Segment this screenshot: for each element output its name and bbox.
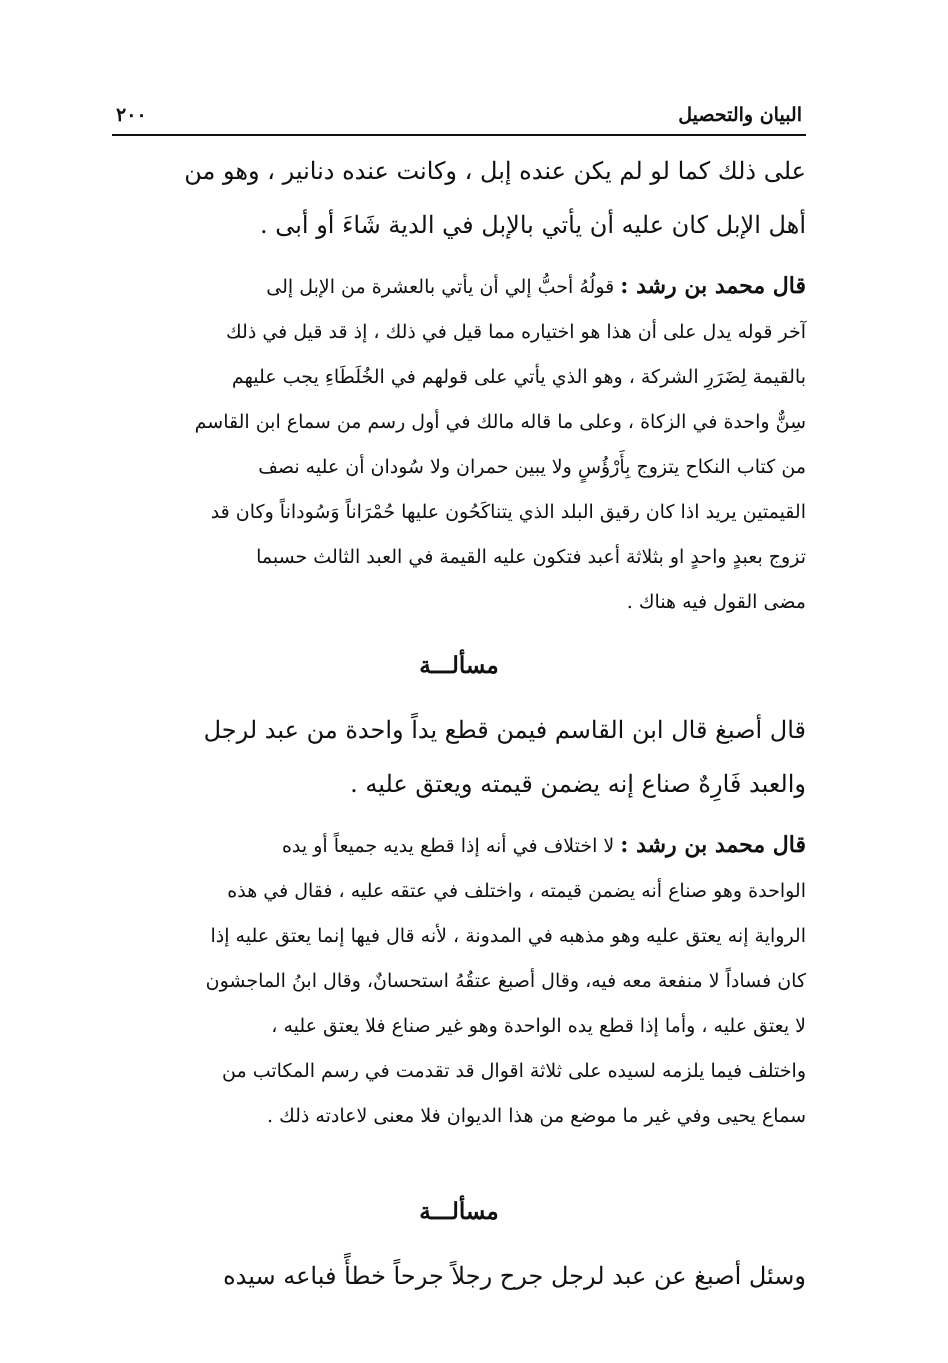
running-header (112, 96, 806, 136)
text-line: الواحدة وهو صناع أنه يضمن قيمته ، واختلف في عتقه عليه ، فقال في هذه (227, 880, 806, 902)
text-line: مضى القول فيه هناك . (626, 591, 806, 613)
body-text (112, 144, 806, 1303)
book-title: البيان والتحصيل (678, 104, 802, 126)
text-line: وسئل أصبغ عن عبد لرجل جرح رجلاً جرحاً خطأً فباعه سيده (223, 1262, 806, 1290)
speaker-label: قال محمد بن رشد : (620, 832, 806, 858)
text-line: القيمتين يريد اذا كان رقيق البلد الذي يتناكَحُون عليها حُمْرَاناً وَسُوداناً وكان قد (210, 501, 806, 523)
speaker-label: قال محمد بن رشد : (620, 273, 806, 299)
text-line: سِنٌّ واحدة في الزكاة ، وعلى ما قاله مالك في أول رسم من سماع ابن القاسم (194, 411, 806, 433)
commentary-first-line (112, 823, 806, 869)
text-run: قولُهُ أحبُّ إلي أن يأتي بالعشرة من الإبل إلى (266, 276, 615, 298)
section-heading: مسألـــة (419, 652, 499, 679)
text-line: أهل الإبل كان عليه أن يأتي بالإبل في الدية شَاءَ أو أبى . (259, 211, 806, 239)
page-number: ٢٠٠ (116, 104, 147, 126)
text-line: من كتاب النكاح يتزوج بِأَرْؤُسٍ ولا يبين حمران ولا سُودان أن عليه نصف (258, 456, 806, 478)
commentary-first-line (112, 264, 806, 310)
text-line: واختلف فيما يلزمه لسيده على ثلاثة اقوال قد تقدمت في رسم المكاتب من (222, 1060, 806, 1082)
text-line: لا يعتق عليه ، وأما إذا قطع يده الواحدة وهو غير صناع فلا يعتق عليه ، (271, 1015, 806, 1037)
text-line: سماع يحيى وفي غير ما موضع من هذا الديوان فلا معنى لاعادته ذلك . (267, 1105, 806, 1127)
section-heading: مسألـــة (419, 1198, 499, 1225)
text-line: والعبد فَارِهٌ صناع إنه يضمن قيمته ويعتق عليه . (350, 770, 806, 798)
text-line: قال أصبغ قال ابن القاسم فيمن قطع يداً واحدة من عبد لرجل (203, 716, 806, 744)
text-line: تزوج بعبدٍ واحدٍ او بثلاثة أعبد فتكون عليه القيمة في العبد الثالث حسبما (256, 546, 806, 568)
text-line: بالقيمة لِضَرَرِ الشركة ، وهو الذي يأتي على قولهم في الخُلَطَاءِ يجب عليهم (231, 366, 806, 388)
text-run: لا اختلاف في أنه إذا قطع يديه جميعاً أو يده (281, 835, 615, 857)
text-line: على ذلك كما لو لم يكن عنده إبل ، وكانت عنده دنانير ، وهو من (184, 157, 806, 185)
text-line: كان فساداً لا منفعة معه فيه، وقال أصبغ عتقُهُ استحسانٌ، وقال ابنُ الماجشون (205, 970, 806, 992)
text-line: آخر قوله يدل على أن هذا هو اختياره مما قيل في ذلك ، إذ قد قيل في ذلك (226, 321, 806, 343)
document-page (112, 96, 806, 1303)
text-line: الرواية إنه يعتق عليه وهو مذهبه في المدونة ، لأنه قال فيها إنما يعتق عليه إذا (210, 925, 806, 947)
